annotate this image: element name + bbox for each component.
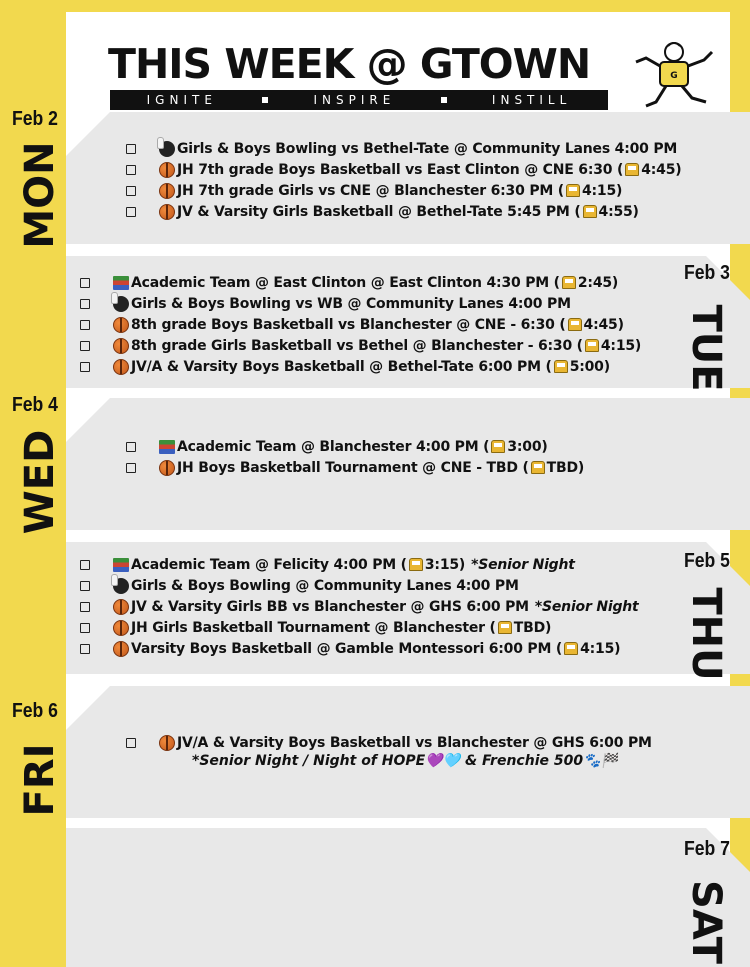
bus-icon — [562, 276, 576, 289]
bus-icon — [498, 621, 512, 634]
basketball-icon — [113, 620, 129, 636]
bus-time: 3:00) — [507, 438, 548, 455]
bus-time: 3:15) — [424, 556, 466, 573]
event-text: Girls & Boys Bowling @ Community Lanes 4:00 PM — [131, 577, 519, 594]
senior-night-hope-note: *Senior Night / Night of HOPE💜🩵 & Frenchie 500🐾🏁 — [192, 753, 618, 769]
list-item — [80, 575, 639, 596]
list-item — [126, 436, 584, 457]
checkbox-bullet-icon — [80, 320, 90, 330]
bus-icon — [568, 318, 582, 331]
books-icon — [113, 558, 129, 572]
event-text: 8th grade Girls Basketball vs Bethel @ Blanchester - 6:30 ( — [131, 337, 583, 354]
books-icon — [113, 276, 129, 290]
checkbox-bullet-icon — [80, 560, 90, 570]
list-item — [80, 314, 641, 335]
bus-icon — [564, 642, 578, 655]
list-item — [80, 335, 641, 356]
list-item — [126, 180, 681, 201]
day-panel-sat — [66, 828, 750, 967]
list-item — [126, 732, 652, 753]
basketball-icon — [113, 338, 129, 354]
basketball-icon — [159, 735, 175, 751]
checkbox-bullet-icon — [126, 186, 136, 196]
day-label-thu: THU — [683, 587, 729, 681]
bus-time: 4:55) — [598, 203, 639, 220]
bullet-square-icon — [262, 97, 268, 103]
checkbox-bullet-icon — [80, 278, 90, 288]
event-text: JV & Varsity Girls Basketball @ Bethel-Tate 5:45 PM ( — [177, 203, 581, 220]
bus-icon — [554, 360, 568, 373]
event-text: JV/A & Varsity Boys Basketball vs Blanchester @ GHS 6:00 PM — [177, 734, 652, 751]
date-label-thu: Feb 5 — [684, 550, 730, 572]
event-text: JH Boys Basketball Tournament @ CNE - TBD ( — [177, 459, 529, 476]
event-list-thu — [80, 554, 639, 659]
event-list-fri — [126, 732, 652, 753]
event-text: Girls & Boys Bowling vs WB @ Community Lanes 4:00 PM — [131, 295, 571, 312]
date-label-tue: Feb 3 — [684, 262, 730, 284]
list-item — [80, 272, 641, 293]
checkbox-bullet-icon — [80, 341, 90, 351]
basketball-icon — [113, 359, 129, 375]
day-label-mon: MON — [17, 141, 63, 249]
bus-time: TBD) — [513, 619, 552, 636]
bus-icon — [625, 163, 639, 176]
bus-time: 4:15) — [580, 640, 621, 657]
tagline-word-inspire: INSPIRE — [313, 93, 396, 107]
senior-night-note: *Senior Night — [534, 598, 639, 615]
bus-time: 5:00) — [569, 358, 610, 375]
list-item — [126, 201, 681, 222]
list-item — [80, 617, 639, 638]
date-label-fri: Feb 6 — [12, 700, 58, 722]
event-text: Academic Team @ East Clinton @ East Clinton 4:30 PM ( — [131, 274, 560, 291]
day-label-wed: WED — [17, 429, 63, 535]
event-text: JV & Varsity Girls BB vs Blanchester @ GHS 6:00 PM — [131, 598, 529, 615]
event-text: Academic Team @ Blanchester 4:00 PM ( — [177, 438, 490, 455]
list-item — [80, 596, 639, 617]
list-item — [126, 138, 681, 159]
bowling-icon — [113, 296, 129, 312]
list-item — [80, 293, 641, 314]
tagline-word-ignite: IGNITE — [146, 93, 217, 107]
date-label-sat: Feb 7 — [684, 838, 730, 860]
basketball-icon — [113, 641, 129, 657]
checkbox-bullet-icon — [126, 207, 136, 217]
bus-icon — [585, 339, 599, 352]
event-text: Academic Team @ Felicity 4:00 PM ( — [131, 556, 407, 573]
day-label-fri: FRI — [17, 743, 63, 817]
checkbox-bullet-icon — [80, 623, 90, 633]
event-text: JV/A & Varsity Boys Basketball @ Bethel-Tate 6:00 PM ( — [131, 358, 552, 375]
bus-time: 4:45) — [641, 161, 682, 178]
date-label-wed: Feb 4 — [12, 394, 58, 416]
bus-time: 4:15) — [600, 337, 642, 354]
bus-icon — [409, 558, 423, 571]
bus-time: 4:45) — [583, 316, 624, 333]
checkbox-bullet-icon — [80, 644, 90, 654]
bullet-square-icon — [441, 97, 447, 103]
basketball-icon — [159, 204, 175, 220]
event-list-wed — [126, 436, 584, 478]
event-text: JH Girls Basketball Tournament @ Blanchester ( — [131, 619, 496, 636]
basketball-icon — [159, 183, 175, 199]
checkbox-bullet-icon — [126, 144, 136, 154]
checkbox-bullet-icon — [80, 299, 90, 309]
event-list-mon — [126, 138, 681, 222]
checkbox-bullet-icon — [80, 602, 90, 612]
bowling-icon — [159, 141, 175, 157]
checkbox-bullet-icon — [126, 463, 136, 473]
senior-night-note: *Senior Night — [471, 556, 575, 573]
event-list-tue — [80, 272, 641, 377]
basketball-icon — [113, 317, 129, 333]
mascot-logo — [622, 40, 720, 114]
date-label-mon: Feb 2 — [12, 108, 58, 130]
list-item — [80, 554, 639, 575]
bus-icon — [566, 184, 580, 197]
tagline-bar — [110, 90, 608, 110]
event-text: JH 7th grade Boys Basketball vs East Clinton @ CNE 6:30 ( — [177, 161, 624, 178]
list-item — [126, 457, 584, 478]
event-text: JH 7th grade Girls vs CNE @ Blanchester 6:30 PM ( — [177, 182, 564, 199]
basketball-icon — [159, 162, 175, 178]
list-item — [80, 638, 639, 659]
svg-text:G: G — [670, 71, 678, 81]
basketball-icon — [159, 460, 175, 476]
checkbox-bullet-icon — [80, 581, 90, 591]
checkbox-bullet-icon — [126, 165, 136, 175]
bus-icon — [491, 440, 505, 453]
basketball-icon — [113, 599, 129, 615]
checkbox-bullet-icon — [80, 362, 90, 372]
event-text: Varsity Boys Basketball @ Gamble Montessori 6:00 PM ( — [131, 640, 563, 657]
bus-time: TBD) — [546, 459, 585, 476]
checkbox-bullet-icon — [126, 442, 136, 452]
bus-icon — [583, 205, 597, 218]
event-text: Girls & Boys Bowling vs Bethel-Tate @ Community Lanes 4:00 PM — [177, 140, 678, 157]
bus-icon — [531, 461, 545, 474]
event-text: 8th grade Boys Basketball vs Blanchester @ CNE - 6:30 ( — [131, 316, 566, 333]
bus-time: 4:15) — [581, 182, 623, 199]
checkbox-bullet-icon — [126, 738, 136, 748]
day-label-sat: SAT — [683, 880, 729, 964]
day-label-tue: TUE — [683, 304, 729, 392]
bowling-icon — [113, 578, 129, 594]
books-icon — [159, 440, 175, 454]
bus-time: 2:45) — [577, 274, 619, 291]
list-item — [126, 159, 681, 180]
page-title: THIS WEEK @ GTOWN — [108, 40, 591, 88]
list-item — [80, 356, 641, 377]
tagline-word-instill: INSTILL — [491, 93, 572, 107]
